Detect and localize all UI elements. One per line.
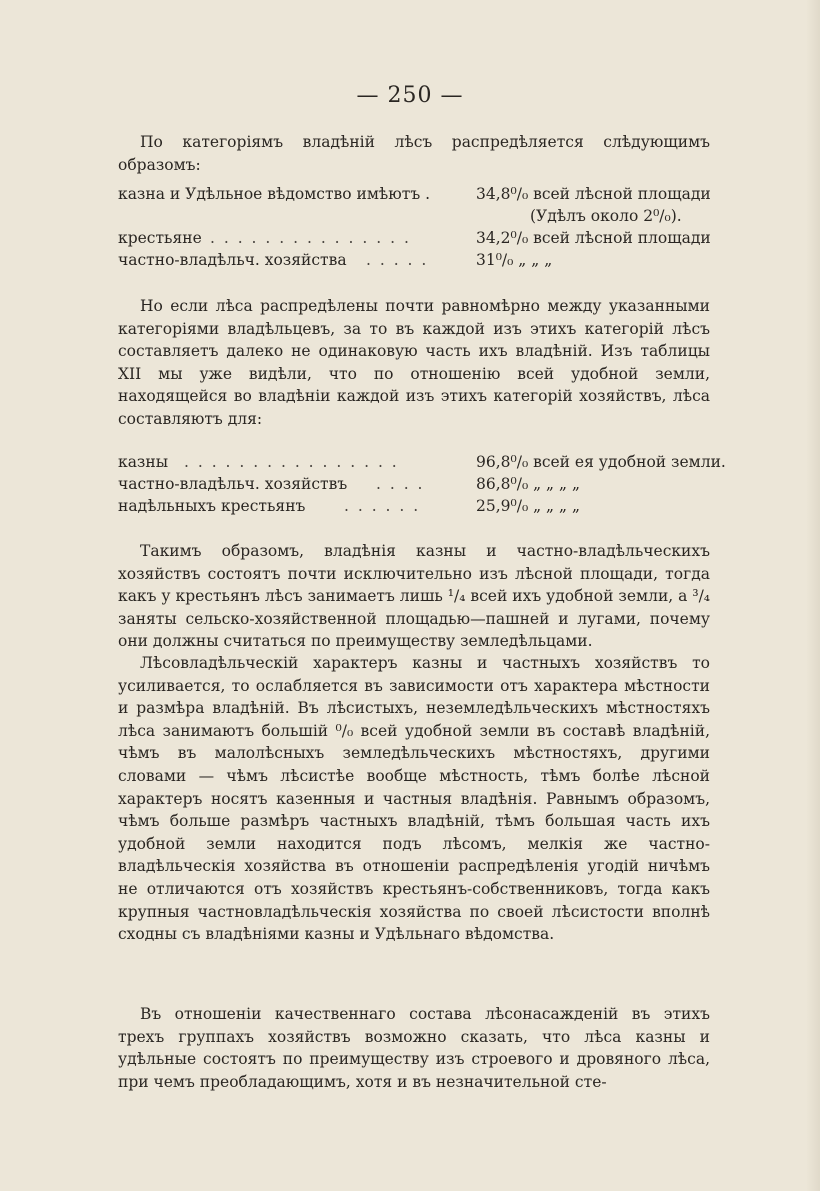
row-value: 86,8⁰/₀ „ „ „ „ [476, 475, 580, 493]
forest-distribution-table [118, 183, 710, 271]
table-row [118, 451, 726, 473]
row-label: казны [118, 453, 169, 471]
row-note: (Удѣлъ около 2⁰/₀). [530, 207, 682, 225]
paragraph-text: Такимъ образомъ, владѣнія казны и частно-владѣльческихъ хозяйствъ состоятъ почти исключительно изъ лѣсной площади, тогда какъ у крестьянъ лѣсъ занимаетъ лишь ¹/₄ всей ихъ удобной земли, а ³/₄ заняты сельско-хозяйственной площадью—пашней и лугами, почему они должны считаться по преимуществу земледѣльцами. [118, 542, 710, 651]
paragraph [118, 652, 710, 946]
table-row [118, 249, 710, 271]
row-value: 96,8⁰/₀ всей ея удобной земли. [476, 453, 726, 471]
table-row [118, 495, 710, 517]
page-edge [806, 0, 820, 1191]
row-value: 31⁰/₀ „ „ „ [476, 251, 553, 269]
row-label: крестьяне [118, 229, 202, 247]
row-label: казна и Удѣльное вѣдомство имѣютъ . [118, 185, 431, 203]
row-label: частно-владѣльч. хозяйства [118, 251, 347, 269]
row-value: 34,2⁰/₀ всей лѣсной площади [476, 229, 711, 247]
table-row [118, 183, 710, 205]
paragraph [118, 540, 710, 653]
page-number: — 250 — [356, 83, 464, 108]
leader-dots: . . . . . . [344, 497, 421, 515]
paragraph-text: Въ отношеніи качественнаго состава лѣсонасажденій въ этихъ трехъ группахъ хозяйствъ возможно сказать, что лѣса казны и удѣльные состоятъ по преимуществу изъ строевого и дровяного лѣса, при чемъ преобладающимъ, хотя и въ незначительной сте- [118, 1005, 710, 1091]
paragraph-text: Но если лѣса распредѣлены почти равномѣрно между указанными категоріями владѣльцевъ, за то въ каждой изъ этихъ категорій лѣсъ составляетъ далеко не одинаковую часть ихъ владѣній. Изъ таблицы XII мы уже видѣли, что по отношенію всей удобной земли, находящейся во владѣніи каждой изъ этихъ категорій хозяйствъ, лѣса составляютъ для: [118, 297, 710, 428]
intro-text: По категоріямъ владѣній лѣсъ распредѣляется слѣдующимъ образомъ: [118, 133, 710, 174]
paragraph [118, 295, 710, 431]
row-label: надѣльныхъ крестьянъ [118, 497, 306, 515]
row-value: 25,9⁰/₀ „ „ „ „ [476, 497, 580, 515]
table-row-continuation [118, 205, 710, 227]
row-label: частно-владѣльч. хозяйствъ [118, 475, 348, 493]
table-row [118, 473, 710, 495]
table-row [118, 227, 710, 249]
forest-share-table [118, 451, 726, 517]
intro-paragraph [118, 131, 710, 176]
row-value: 34,8⁰/₀ всей лѣсной площади [476, 185, 711, 203]
leader-dots: . . . . . [366, 251, 429, 269]
leader-dots: . . . . . . . . . . . . . . . [210, 229, 411, 247]
leader-dots: . . . . [376, 475, 425, 493]
paragraph-text: Лѣсовладѣльческій характеръ казны и частныхъ хозяйствъ то усиливается, то ослабляется въ зависимости отъ характера мѣстности и размѣра владѣній. Въ лѣсистыхъ, неземледѣльческихъ мѣстностяхъ лѣса занимаютъ большій ⁰/₀ всей удобной земли въ составѣ владѣній, чѣмъ въ малолѣсныхъ земледѣльческихъ мѣстностяхъ, другими словами — чѣмъ лѣсистѣе вообще мѣстность, тѣмъ болѣе лѣсной характеръ носятъ казенныя и частныя владѣнія. Равнымъ образомъ, чѣмъ больше размѣръ частныхъ владѣній, тѣмъ большая часть ихъ удобной земли находится подъ лѣсомъ, мелкія же частно-владѣльческія хозяйства въ отношеніи распредѣленія угодій ничѣмъ не отличаются отъ хозяйствъ крестьянъ-собственниковъ, тогда какъ крупныя частновладѣльческія хозяйства по своей лѣсистости вполнѣ сходны съ владѣніями казны и Удѣльнаго вѣдомства. [118, 654, 710, 944]
leader-dots: . . . . . . . . . . . . . . . . [184, 453, 399, 471]
paragraph [118, 1003, 710, 1093]
